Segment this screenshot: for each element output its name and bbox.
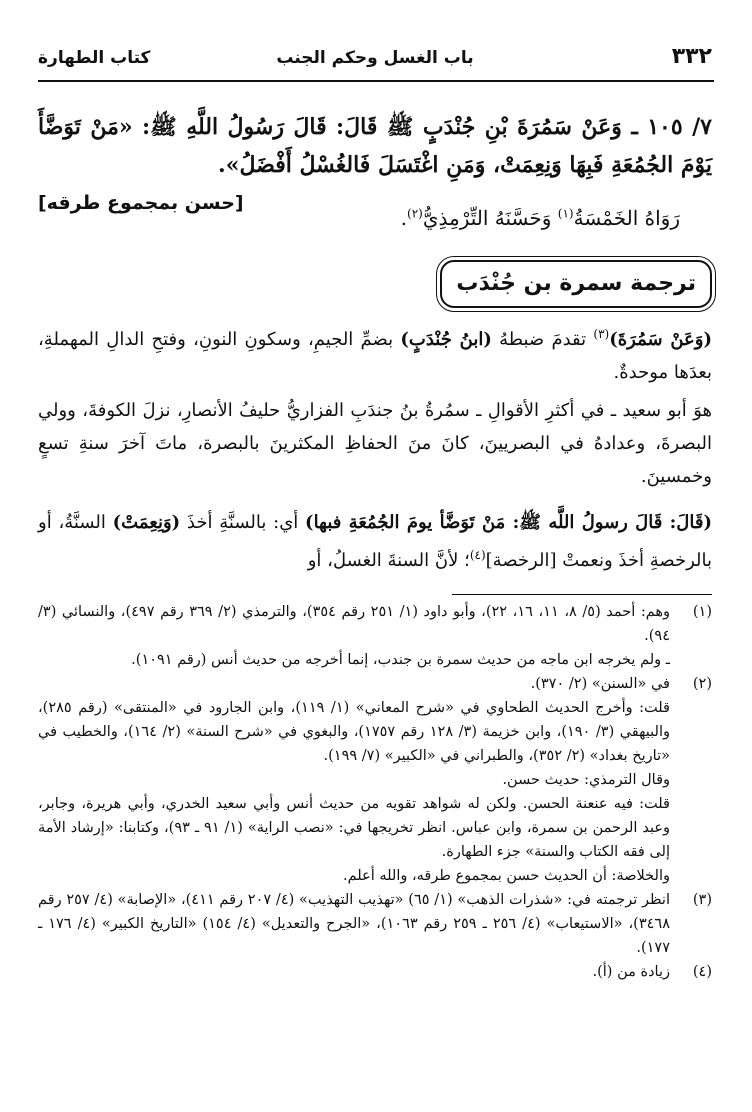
- footnote-line: وهم: أحمد (٥/ ٨، ١١، ١٦، ٢٢)، وأبو داود (١/ ٢٥١ رقم ٣٥٤)، والترمذي (٢/ ٣٦٩ رقم ٤٩٧)، والنسائي (٣/ ٩٤).: [38, 604, 671, 644]
- footnote-line: قلت: فيه عنعنة الحسن. ولكن له شواهد تقويه من حديث أنس وأبي سعيد الخدري، وأبي هريرة، وجابر، وعبد الرحمن بن سمرة، وابن عباس. انظر تخريجها في: «نصب الراية» (١/ ٩١ ـ ٩٣)، وكتابنا: «إرشاد الأمة إلى فقه الكتاب والسنة» جزء الطهارة.: [38, 796, 671, 860]
- p1-text: تقدمَ ضبطهُ: [491, 329, 594, 350]
- page-number: ٣٣٢: [671, 44, 712, 69]
- footnote-line: والخلاصة: أن الحديث حسن بمجموع طرقه، والله أعلم.: [343, 868, 670, 884]
- footnote-3: [38, 888, 712, 960]
- footnote-ref-2: (٢): [407, 206, 423, 221]
- footnote-2: [38, 672, 712, 888]
- footnote-line: قلت: وأخرج الحديث الطحاوي في «شرح المعاني» (١/ ١١٩)، وابن الجارود في «المنتقى» (رقم ٢٨٥)، والبيهقي (٣/ ١٩٠)، وابن خزيمة (٣/ ١٢٨ رقم ١٧٥٧)، والبغوي في «شرح السنة» (٢/ ١٦٤)، والخطيب في «تاريخ بغداد» (٢/ ٣٥٢)، والطبراني في «الكبير» (٧/ ١٩٩).: [38, 700, 671, 764]
- narration-text: رَوَاهُ الخَمْسَةُ: [573, 206, 680, 230]
- p3-quote: (قَالَ: قَالَ رسولُ اللَّه ﷺ: مَنْ تَوَضَّأ يومَ الجُمُعَةِ فبها): [305, 512, 712, 533]
- p3-term: (وَنِعِمَتْ): [112, 512, 181, 533]
- p3-text-end: ؛ لأنَّ السنةَ الغسلُ، أو: [307, 550, 470, 571]
- narration-end: .: [400, 206, 408, 230]
- footnote-ref-4: (٤): [469, 548, 486, 562]
- footnote-line: انظر ترجمته في: «شذرات الذهب» (١/ ٦٥) «تهذيب التهذيب» (٤/ ٢٠٧ رقم ٤١١)، «الإصابة» (٤/ ٢٥٧ رقم ٣٤٦٨)، «الاستيعاب» (٤/ ٢٥٦ ـ ٢٥٩ رقم ١٠٦٣)، «الجرح والتعديل» (٤/ ١٥٤) «التاريخ الكبير» (٤/ ١٧٦ ـ ١٧٧).: [38, 892, 670, 956]
- hadith-grade: [حسن بمجموع طرقه]: [38, 192, 244, 214]
- section-title: ترجمة سمرة بن جُنْدَب: [440, 260, 712, 308]
- p3-text: أي: بالسنَّةِ أخذَ: [180, 512, 306, 533]
- footnote-line: في «السنن» (٢/ ٣٧٠).: [530, 676, 670, 692]
- header-divider: [38, 80, 714, 82]
- footnote-4: [38, 960, 712, 984]
- footnote-line: وقال الترمذي: حديث حسن.: [502, 772, 670, 788]
- p1-term-jundub: (ابنُ جُنْدَبٍ): [400, 329, 492, 350]
- footnotes: [38, 600, 712, 984]
- narration-line: [401, 206, 680, 230]
- footnote-number: (٤): [692, 964, 712, 980]
- hadith-text: ٧/ ١٠٥ ـ وَعَنْ سَمُرَةَ بْنِ جُنْدَبٍ ﷺ قَالَ: قَالَ رَسُولُ اللَّهِ ﷺ: «مَنْ تَوَضَّأَ يَوْمَ الجُمُعَةِ فَبِهَا وَنِعِمَتْ، وَمَنِ اغْتَسَلَ فَالغُسْلُ أَفْضَلُ».: [38, 114, 712, 178]
- footnote-line: زيادة من (أ).: [592, 964, 670, 980]
- chapter-title: باب الغسل وحكم الجنب: [276, 48, 474, 68]
- footnote-number: (١): [692, 604, 712, 620]
- footnote-number: (٢): [692, 676, 712, 692]
- hadith-block: [38, 108, 712, 222]
- paragraph-3: [38, 506, 712, 577]
- paragraph-1: [38, 318, 712, 389]
- book-title: كتاب الطهارة: [38, 48, 151, 68]
- footnote-1: [38, 600, 712, 672]
- footnote-ref-1: (١): [557, 206, 574, 221]
- p3-text-2: السنَّةُ، أو بالرخصةِ أخذَ ونعمتْ [الرخصة]: [38, 512, 712, 571]
- p1-text-end: بضمِّ الجيمِ، وسكونِ النونِ، وفتحِ الدالِ المهملةِ، بعدَها موحدةٌ.: [38, 329, 712, 383]
- page-header: [38, 44, 712, 78]
- narration-continued: وَحَسَّنَهُ التِّرْمِذِيُّ: [422, 206, 558, 230]
- footnote-line: ـ ولم يخرجه ابن ماجه من حديث سمرة بن جندب، إنما أخرجه من حديث أنس (رقم ١٠٩١).: [131, 652, 670, 668]
- p1-term-samura: (وَعَنْ سَمُرَةَ): [609, 329, 713, 350]
- footnote-divider: [452, 594, 712, 595]
- footnote-ref-3: (٣): [593, 327, 610, 341]
- footnote-number: (٣): [692, 892, 712, 908]
- paragraph-2: هوَ أبو سعيد ـ في أكثرِ الأقوالِ ـ سمُرةُ بنُ جندَبِ الفزاريُّ حليفُ الأنصارِ، نزلَ الكوفةَ، وولي البصرةَ، وعدادهُ في البصريينَ، كانَ منَ الحفاظِ المكثرينَ بالبصرة، ماتَ آخرَ سنةِ تسعٍ وخمسينَ.: [38, 400, 712, 487]
